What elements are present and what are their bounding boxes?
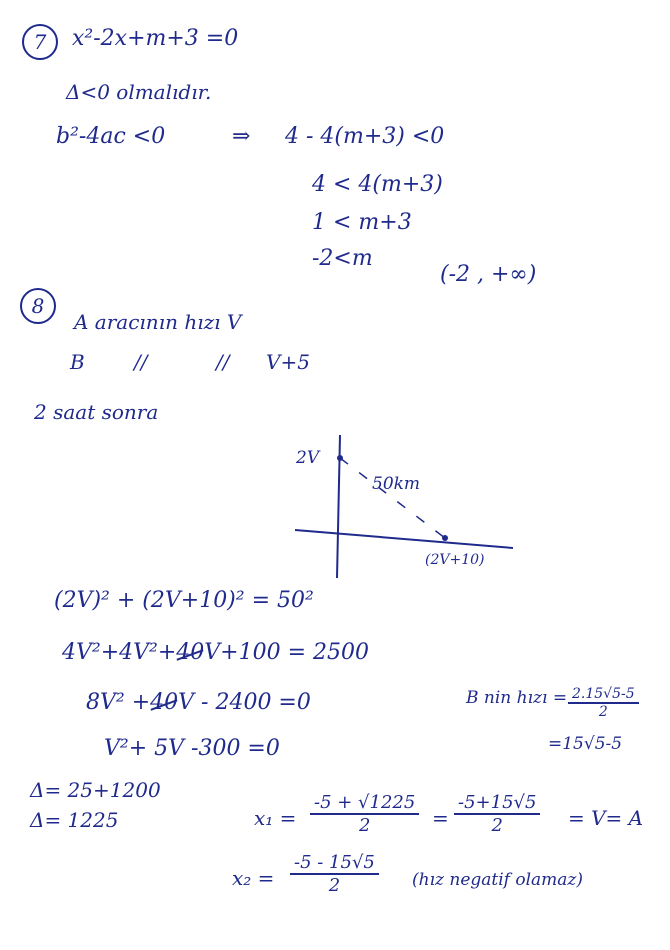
problem-7-condition: Δ<0 olmalıdır. [66,80,212,104]
delta-value: Δ= 1225 [30,808,119,832]
expanded-equation [62,640,369,665]
struck-coefficient: 40 [150,690,179,715]
right-triangle-sketch [285,430,525,580]
simplified-equation-part-2: V - 2400 =0 [178,690,311,715]
x2-denominator: 2 [328,875,341,896]
problem-7-step-6: -2<m [312,246,373,271]
graph-hypotenuse-label: 50km [372,474,421,494]
problem-7-step-4: 4 < 4(m+3) [312,172,443,197]
simplified-equation-part-1: 8V² + [86,690,151,715]
problem-8-b-label: B [70,350,85,374]
expanded-equation-part-1: 4V²+4V²+ [62,640,177,665]
struck-coefficient: 40 [176,640,205,665]
problem-7-step-5: 1 < m+3 [312,210,412,235]
problem-7-discriminant: b²-4ac <0 [56,124,166,149]
x2-label: x₂ = [232,866,275,890]
x2-fraction [290,852,379,896]
problem-7-inequality: 4 - 4(m+3) <0 [285,124,445,149]
b-speed-result: =15√5-5 [548,734,623,754]
x1-simplified-numerator: -5+15√5 [454,792,540,815]
x1-conclusion: = V= A [568,806,644,830]
b-speed-denominator: 2 [598,704,608,720]
problem-8-b-speed: V+5 [266,350,310,374]
x2-note: (hız negatif olamaz) [412,870,584,890]
graph-y-label: 2V [296,448,320,468]
problem-7-number: 7 [22,24,58,60]
equals-sign: = [432,806,449,830]
b-speed-label: B nin hızı = [466,688,568,708]
x-axis-line [295,530,513,548]
x1-numerator: -5 + √1225 [310,792,419,815]
problem-8-a-speed: A aracının hızı V [74,310,242,334]
x2-numerator: -5 - 15√5 [290,852,379,875]
x1-simplified-fraction [454,792,540,836]
problem-8-time-text: 2 saat sonra [34,400,159,424]
b-speed-numerator: 2.15√5-5 [568,686,639,704]
x1-fraction [310,792,419,836]
x1-simplified-denominator: 2 [491,815,503,836]
x1-label: x₁ = [254,806,297,830]
graph-x-label: (2V+10) [425,552,485,568]
delta-sum: Δ= 25+1200 [30,778,161,802]
problem-7-equation: x²-2x+m+3 =0 [72,26,239,51]
pythagoras-equation: (2V)² + (2V+10)² = 50² [54,588,314,613]
ditto-mark: // [134,350,148,374]
problem-7-answer-interval: (-2 , +∞) [440,262,537,287]
simplified-equation [86,690,311,715]
x1-denominator: 2 [358,815,371,836]
ditto-mark: // [216,350,230,374]
hypotenuse-dashed [340,458,445,538]
b-speed-fraction [568,686,639,720]
quadratic-equation: V²+ 5V -300 =0 [104,736,280,761]
problem-8-number: 8 [20,288,56,324]
implies-arrow: ⇒ [232,124,251,149]
expanded-equation-part-2: V+100 = 2500 [204,640,370,665]
